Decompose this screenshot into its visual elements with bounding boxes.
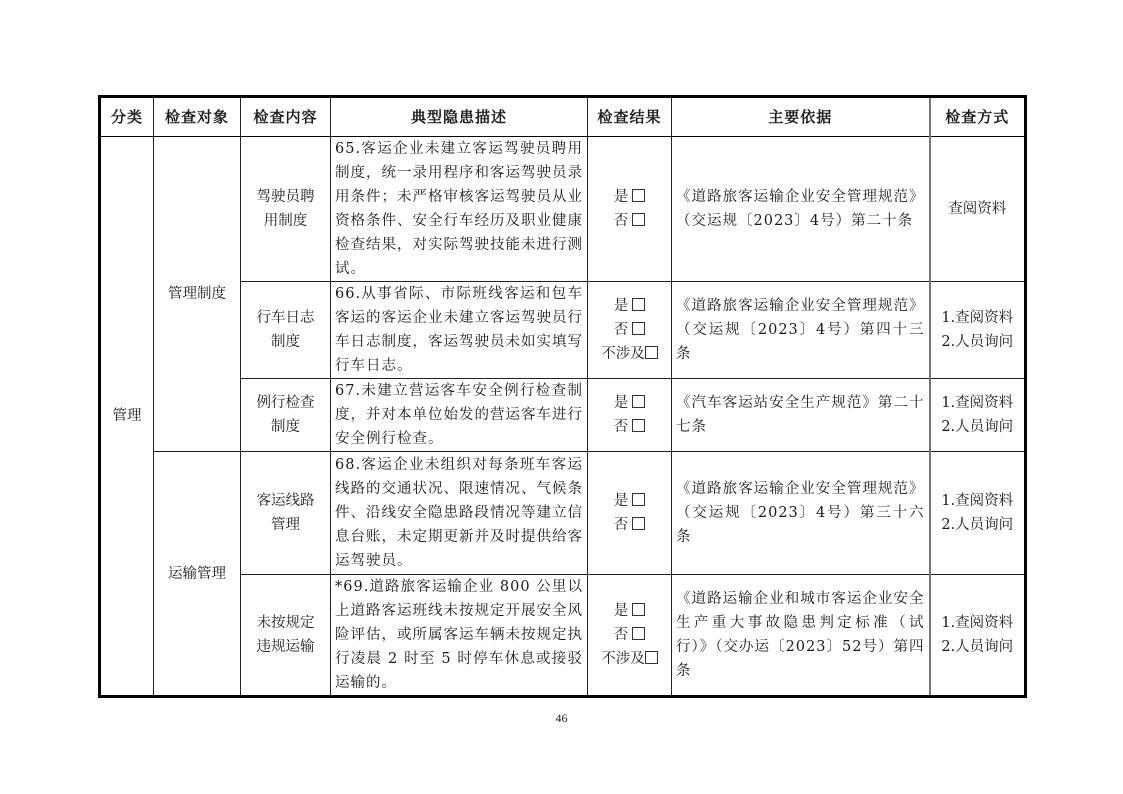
content-line: 客运线路 bbox=[256, 493, 315, 509]
result-option-no[interactable]: 否 bbox=[592, 209, 667, 233]
result-option-yes[interactable]: 是 bbox=[592, 489, 667, 513]
result-option-yes[interactable]: 是 bbox=[592, 599, 667, 623]
method-line: 1.查阅资料 bbox=[941, 493, 1014, 509]
result-option-not-applicable[interactable]: 不涉及 bbox=[592, 647, 667, 671]
checkbox-icon[interactable] bbox=[645, 346, 658, 359]
result-option-no[interactable]: 否 bbox=[592, 318, 667, 342]
result-option-no[interactable]: 否 bbox=[592, 513, 667, 537]
method-line: 1.查阅资料 bbox=[941, 615, 1014, 631]
method-line: 查阅资料 bbox=[948, 201, 1007, 217]
object-cell-transport-management: 运输管理 bbox=[154, 452, 241, 697]
content-line: 例行检查 bbox=[256, 395, 315, 411]
checkbox-icon[interactable] bbox=[632, 627, 645, 640]
checkbox-icon[interactable] bbox=[632, 603, 645, 616]
header-basis: 主要依据 bbox=[672, 97, 930, 137]
content-cell bbox=[241, 379, 331, 452]
header-object: 检查对象 bbox=[154, 97, 241, 137]
checkbox-icon[interactable] bbox=[632, 189, 645, 202]
content-line: 制度 bbox=[271, 334, 300, 350]
basis-cell: 《道路运输企业和城市客运企业安全生产重大事故隐患判定标准（试行）》（交办运〔2023〕52号）第四条 bbox=[672, 575, 930, 697]
result-option-no[interactable]: 否 bbox=[592, 415, 667, 439]
result-option-not-applicable[interactable]: 不涉及 bbox=[592, 342, 667, 366]
header-description: 典型隐患描述 bbox=[331, 97, 588, 137]
basis-cell: 《道路旅客运输企业安全管理规范》（交运规〔2023〕4号）第四十三条 bbox=[672, 282, 930, 379]
method-line: 2.人员询问 bbox=[941, 639, 1014, 655]
result-cell bbox=[588, 379, 672, 452]
header-result: 检查结果 bbox=[588, 97, 672, 137]
description-cell: 68.客运企业未组织对每条班车客运线路的交通状况、限速情况、气候条件、沿线安全隐患路段情况等建立信息台账，未定期更新并及时提供给客运驾驶员。 bbox=[331, 452, 588, 575]
method-cell bbox=[930, 575, 1026, 697]
basis-cell: 《道路旅客运输企业安全管理规范》（交运规〔2023〕4号）第二十条 bbox=[672, 137, 930, 282]
method-line: 2.人员询问 bbox=[941, 419, 1014, 435]
category-cell: 管理 bbox=[100, 137, 154, 697]
checkbox-icon[interactable] bbox=[632, 322, 645, 335]
content-cell bbox=[241, 282, 331, 379]
result-option-no[interactable]: 否 bbox=[592, 623, 667, 647]
result-cell bbox=[588, 137, 672, 282]
result-option-yes[interactable]: 是 bbox=[592, 294, 667, 318]
content-cell bbox=[241, 575, 331, 697]
content-cell bbox=[241, 452, 331, 575]
table-header-row bbox=[100, 97, 1026, 137]
content-line: 违规运输 bbox=[256, 639, 315, 655]
basis-cell: 《道路旅客运输企业安全管理规范》（交运规〔2023〕4号）第三十六条 bbox=[672, 452, 930, 575]
result-cell bbox=[588, 575, 672, 697]
header-method: 检查方式 bbox=[930, 97, 1026, 137]
page-number: 46 bbox=[555, 711, 568, 725]
method-line: 2.人员询问 bbox=[941, 517, 1014, 533]
content-line: 用制度 bbox=[263, 213, 308, 229]
result-option-yes[interactable]: 是 bbox=[592, 185, 667, 209]
content-line: 行车日志 bbox=[256, 310, 315, 326]
header-category: 分类 bbox=[100, 97, 154, 137]
description-cell: *69.道路旅客运输企业 800 公里以上道路客运班线未按规定开展安全风险评估，或所属客运车辆未按规定执行凌晨 2 时至 5 时停车休息或接驳运输的。 bbox=[331, 575, 588, 697]
description-cell: 65.客运企业未建立客运驾驶员聘用制度，统一录用程序和客运驾驶员录用条件；未严格审核客运驾驶员从业资格条件、安全行车经历及职业健康检查结果，对实际驾驶技能未进行测试。 bbox=[331, 137, 588, 282]
checkbox-icon[interactable] bbox=[632, 213, 645, 226]
description-cell: 67.未建立营运客车安全例行检查制度，并对本单位始发的营运客车进行安全例行检查。 bbox=[331, 379, 588, 452]
description-cell: 66.从事省际、市际班线客运和包车客运的客运企业未建立客运驾驶员行车日志制度，客运驾驶员未如实填写行车日志。 bbox=[331, 282, 588, 379]
table-row bbox=[100, 452, 1026, 575]
checkbox-icon[interactable] bbox=[632, 298, 645, 311]
result-cell bbox=[588, 282, 672, 379]
checkbox-icon[interactable] bbox=[632, 395, 645, 408]
content-line: 管理 bbox=[271, 517, 300, 533]
content-line: 制度 bbox=[271, 419, 300, 435]
table-row bbox=[100, 137, 1026, 282]
method-line: 1.查阅资料 bbox=[941, 310, 1014, 326]
method-cell bbox=[930, 379, 1026, 452]
checkbox-icon[interactable] bbox=[632, 517, 645, 530]
content-line: 未按规定 bbox=[256, 615, 315, 631]
method-cell bbox=[930, 282, 1026, 379]
checkbox-icon[interactable] bbox=[632, 493, 645, 506]
header-content: 检查内容 bbox=[241, 97, 331, 137]
method-line: 2.人员询问 bbox=[941, 334, 1014, 350]
checkbox-icon[interactable] bbox=[632, 419, 645, 432]
basis-cell: 《汽车客运站安全生产规范》第二十七条 bbox=[672, 379, 930, 452]
checkbox-icon[interactable] bbox=[645, 651, 658, 664]
result-option-yes[interactable]: 是 bbox=[592, 391, 667, 415]
method-cell bbox=[930, 137, 1026, 282]
content-cell bbox=[241, 137, 331, 282]
method-cell bbox=[930, 452, 1026, 575]
content-line: 驾驶员聘 bbox=[256, 189, 315, 205]
result-cell bbox=[588, 452, 672, 575]
method-line: 1.查阅资料 bbox=[941, 395, 1014, 411]
inspection-checklist-table bbox=[98, 95, 1027, 698]
object-cell-management-system: 管理制度 bbox=[154, 137, 241, 452]
